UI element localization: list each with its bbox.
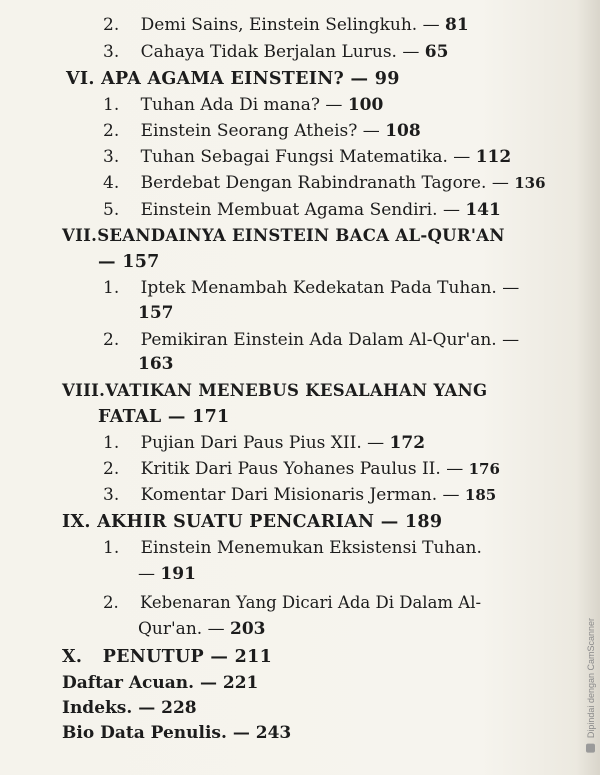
chapter-heading: VIII.VATIKAN MENEBUS KESALAHAN YANG: [62, 381, 488, 400]
toc-item: 2. Demi Sains, Einstein Selingkuh. — 81: [103, 15, 469, 35]
toc-item: 1. Iptek Menambah Kedekatan Pada Tuhan. —: [103, 278, 520, 298]
toc-item-page: 163: [138, 354, 174, 374]
camscanner-icon: [587, 744, 596, 753]
chapter-heading: IX. AKHIR SUATU PENCARIAN — 189: [62, 512, 443, 532]
chapter-heading: VII.SEANDAINYA EINSTEIN BACA AL-QUR'AN: [62, 226, 505, 245]
toc-item: 4. Berdebat Dengan Rabindranath Tagore. — 136: [103, 173, 546, 193]
toc-item-cont: Qur'an. — 203: [138, 619, 266, 639]
toc-item: 1. Tuhan Ada Di mana? — 100: [103, 95, 384, 115]
toc-item: 3. Tuhan Sebagai Fungsi Matematika. — 112: [103, 147, 512, 167]
toc-item-page: 157: [138, 303, 174, 323]
toc-item: 1. Pujian Dari Paus Pius XII. — 172: [103, 433, 426, 453]
chapter-heading-cont: FATAL — 171: [98, 407, 230, 427]
scanner-watermark: Dipindai dengan CamScanner: [586, 618, 596, 753]
back-matter-item: Indeks. — 228: [62, 698, 197, 718]
toc-item: 1. Einstein Menemukan Eksistensi Tuhan.: [103, 538, 482, 558]
chapter-heading-page: — 157: [98, 252, 160, 272]
back-matter-item: Daftar Acuan. — 221: [62, 673, 259, 693]
toc-item: 2. Pemikiran Einstein Ada Dalam Al-Qur'an. —: [103, 330, 520, 350]
chapter-heading: X. PENUTUP — 211: [62, 647, 273, 667]
toc-item: 3. Komentar Dari Misionaris Jerman. — 185: [103, 485, 497, 505]
back-matter-item: Bio Data Penulis. — 243: [62, 723, 292, 743]
toc-item: 2. Einstein Seorang Atheis? — 108: [103, 121, 421, 141]
toc-item: 2. Kebenaran Yang Dicari Ada Di Dalam Al-: [103, 593, 482, 612]
toc-item: 3. Cahaya Tidak Berjalan Lurus. — 65: [103, 42, 449, 62]
toc-item: 5. Einstein Membuat Agama Sendiri. — 141: [103, 200, 501, 220]
chapter-heading: VI. APA AGAMA EINSTEIN? — 99: [66, 69, 400, 89]
toc-item-page: — 191: [138, 564, 196, 584]
toc-item: 2. Kritik Dari Paus Yohanes Paulus II. — 176: [103, 459, 500, 479]
